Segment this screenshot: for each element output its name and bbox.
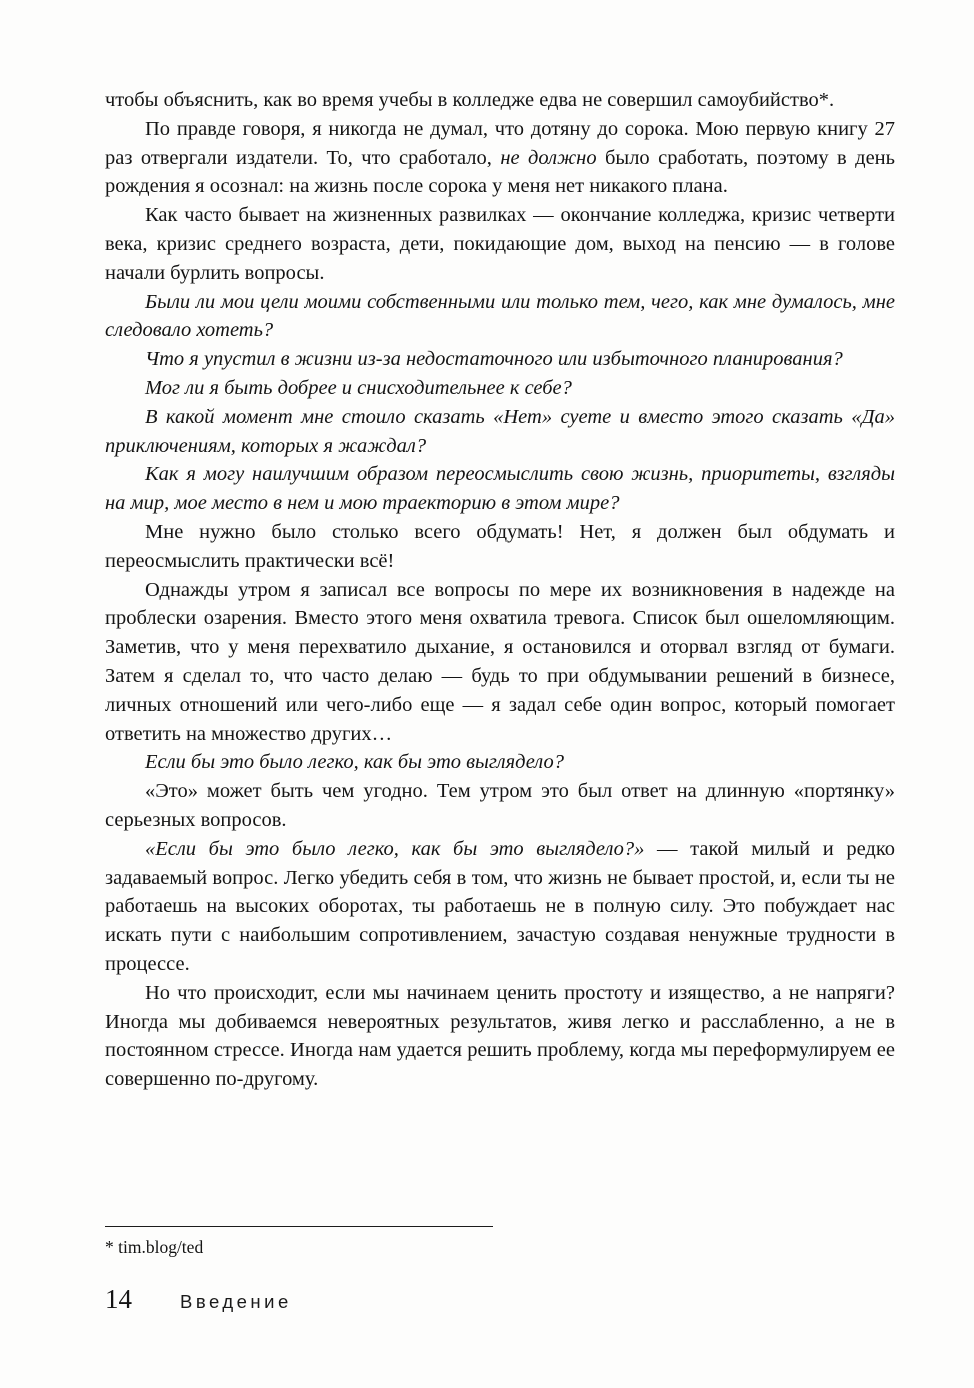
text-run: Как часто бывает на жизненных развилках — окончание колледжа, кризис четверти века, кризис среднего возраста, дети, покидающие дом, выход на пенсию — в голове начали бурлить вопросы. [105,204,895,284]
text-run: По правде говоря, я никогда не думал, что дотяну до сорока. Мою первую книгу 27 раз отвергали издатели. То, что сработало, [105,117,895,169]
paragraph [105,518,895,576]
paragraph [105,86,895,115]
footnote-text: * tim.blog/ted [105,1237,204,1257]
paragraph [105,201,895,287]
text-run: Однажды утром я записал все вопросы по мере их возникновения в надежде на проблески озарения. Вместо этого меня охватила тревога. Список был ошеломляющим. Заметив, что у меня перехватило дыхание, я остановился и оторвал взгляд от бумаги. Затем я сделал то, что часто делаю — будь то при обдумывании решений в бизнесе, личных отношений или чего-либо еще — я задал себе один вопрос, который помогает ответить на множество других… [105,578,895,745]
paragraph [105,345,895,374]
footnote-divider [105,1226,493,1227]
text-run: «Это» может быть чем угодно. Тем утром это был ответ на длинную «портянку» серьезных вопросов. [105,780,895,831]
italic-text-run: не должно [500,146,597,169]
paragraph [105,374,895,403]
paragraph [105,777,895,835]
italic-text-run: Что я упустил в жизни из-за недостаточного или избыточного планирования? [145,348,843,371]
italic-text-run: Мог ли я быть добрее и снисходительнее к себе? [145,376,572,399]
italic-text-run: Как я могу наилучшим образом переосмыслить свою жизнь, приоритеты, взгляды на мир, мое место в нем и мою траекторию в этом мире? [105,463,895,515]
paragraph [105,835,895,979]
section-title: Введение [180,1291,292,1312]
paragraph [105,288,895,346]
paragraph [105,460,895,518]
page-number: 14 [105,1284,132,1314]
italic-text-run: «Если бы это было легко, как бы это выглядело?» [145,837,645,860]
paragraph [105,748,895,777]
italic-text-run: Если бы это было легко, как бы это выглядело? [145,751,564,774]
text-run: Но что происходит, если мы начинаем ценить простоту и изящество, а не напряги? Иногда мы добиваемся невероятных результатов, живя легко и расслабленно, а не в постоянном стрессе. Иногда нам удается решить проблему, когда мы переформулируем ее совершенно по-другому. [105,981,895,1091]
footnote-block [105,1226,895,1258]
italic-text-run: Были ли мои цели моими собственными или только тем, чего, как мне думалось, мне следовало хотеть? [105,290,895,342]
text-run: было сработать, поэтому в день рождения я осознал: на жизнь после сорока у меня нет никакого плана. [105,146,895,198]
page-footer [105,1284,292,1315]
paragraph [105,115,895,201]
paragraph [105,403,895,461]
text-run: Мне нужно было столько всего обдумать! Нет, я должен был обдумать и переосмыслить практически всё! [105,520,895,572]
text-run: чтобы объяснить, как во время учебы в колледже едва не совершил самоубийство*. [105,89,835,111]
body-text [105,86,895,1094]
paragraph [105,576,895,749]
paragraph [105,979,895,1094]
text-run: — такой милый и редко задаваемый вопрос. Легко убедить себя в том, что жизнь не бывает простой, и, если ты не работаешь на высоких оборотах, ты работаешь не в полную силу. Это побуждает нас искать пути с наибольшим сопротивлением, зачастую создавая ненужные трудности в процессе. [105,837,896,975]
italic-text-run: В какой момент мне стоило сказать «Нет» суете и вместо этого сказать «Да» приключениям, которых я жаждал? [105,405,895,457]
